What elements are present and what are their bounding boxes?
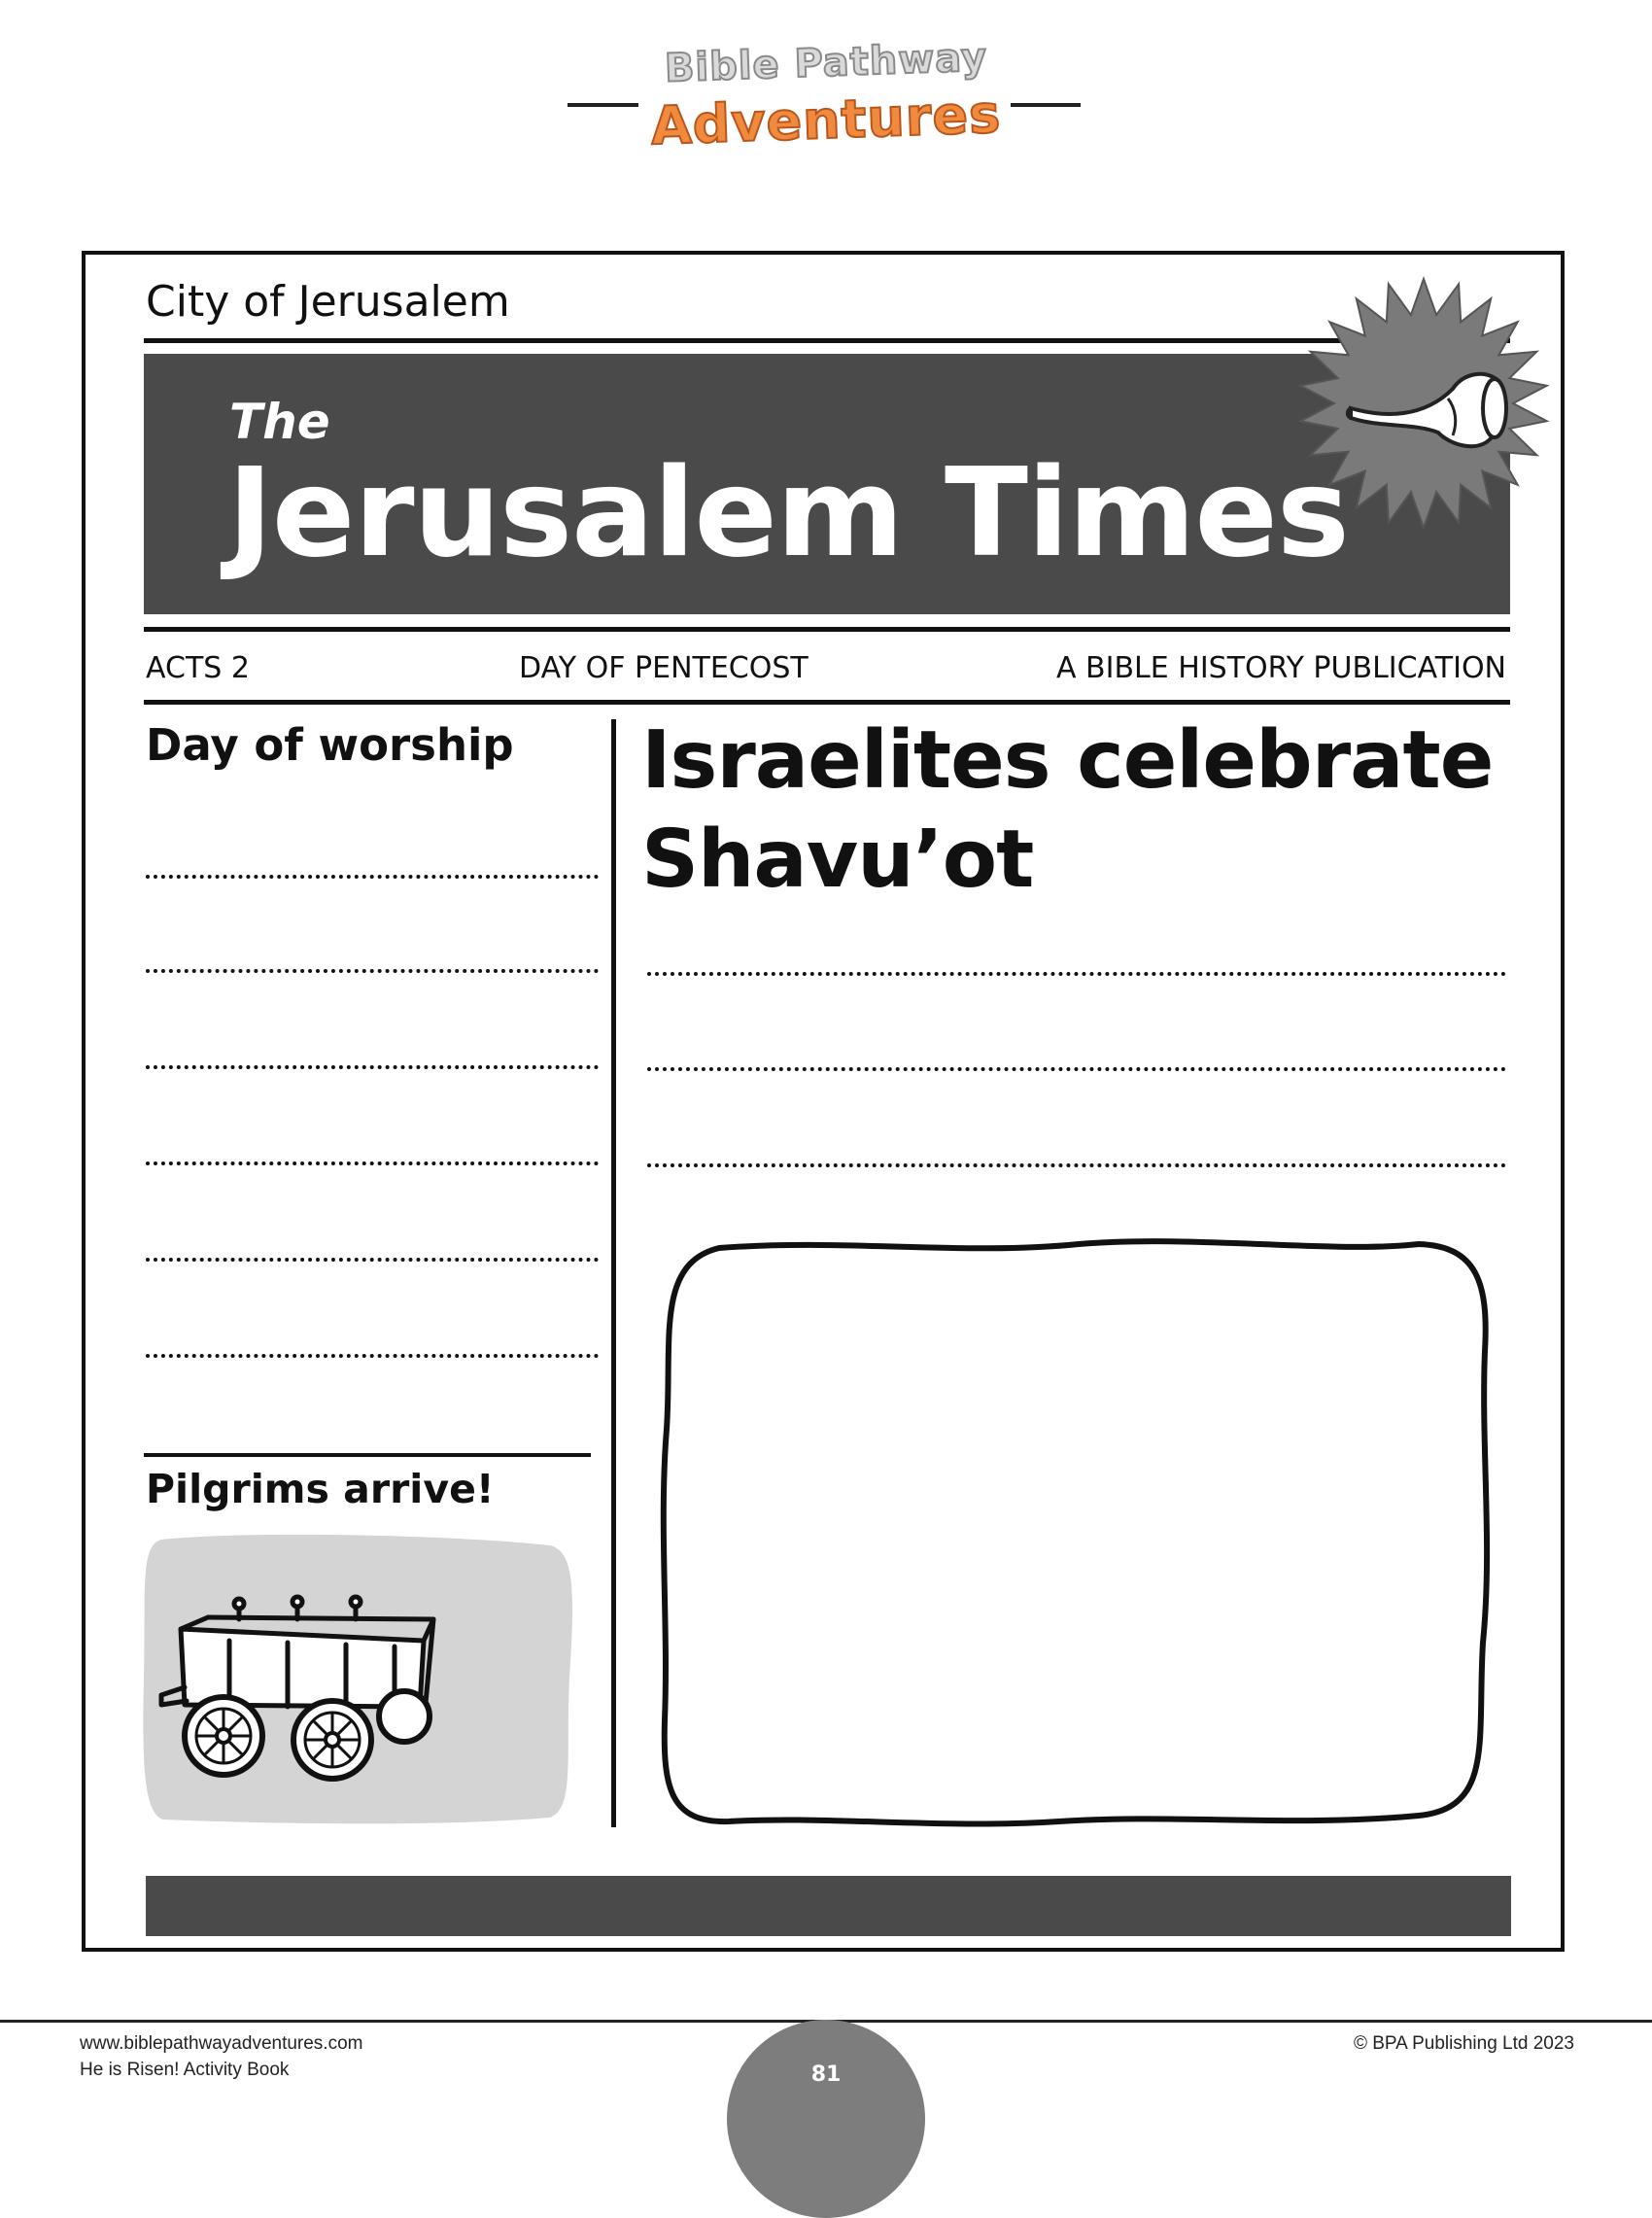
left-column-subheading: Pilgrims arrive! <box>146 1466 495 1512</box>
right-writing-line-3[interactable] <box>647 1163 1506 1167</box>
left-writing-line-4[interactable] <box>146 1161 599 1165</box>
left-section-rule <box>144 1453 591 1457</box>
column-divider <box>611 719 616 1827</box>
page-number-tab <box>727 2020 925 2218</box>
page-number: 81 <box>810 2062 842 2087</box>
logo-line-1: Bible Pathway <box>664 35 988 91</box>
logo-rule-right <box>1011 103 1081 107</box>
masthead-title: Jerusalem Times <box>227 441 1349 584</box>
main-headline: Israelites celebrate Shavu’ot <box>641 714 1494 906</box>
masthead-the: The <box>229 394 330 450</box>
info-event: DAY OF PENTECOST <box>519 651 809 685</box>
right-writing-line-1[interactable] <box>647 972 1506 976</box>
footer-copyright: © BPA Publishing Ltd 2023 <box>1353 2033 1574 2054</box>
right-writing-line-2[interactable] <box>647 1067 1506 1071</box>
info-rule-top <box>144 627 1510 632</box>
city-label: City of Jerusalem <box>146 277 510 327</box>
footer-website[interactable]: www.biblepathwayadventures.com <box>80 2033 363 2054</box>
left-writing-line-6[interactable] <box>146 1354 599 1358</box>
info-rule-bottom <box>144 700 1510 705</box>
shofar-starburst-icon <box>1292 272 1555 535</box>
left-writing-line-1[interactable] <box>146 875 599 879</box>
info-publication: A BIBLE HISTORY PUBLICATION <box>1055 651 1506 685</box>
cart-illustration <box>142 1532 575 1825</box>
bottom-banner <box>146 1876 1511 1936</box>
logo-line-2: Adventures <box>649 83 1003 157</box>
left-writing-line-3[interactable] <box>146 1065 599 1069</box>
drawing-box[interactable] <box>651 1234 1493 1831</box>
left-writing-line-2[interactable] <box>146 969 599 973</box>
left-writing-line-5[interactable] <box>146 1258 599 1262</box>
left-column-heading: Day of worship <box>146 719 514 771</box>
footer-book-title: He is Risen! Activity Book <box>80 2060 290 2080</box>
logo-rule-left <box>568 103 638 107</box>
info-scripture: ACTS 2 <box>146 651 250 685</box>
